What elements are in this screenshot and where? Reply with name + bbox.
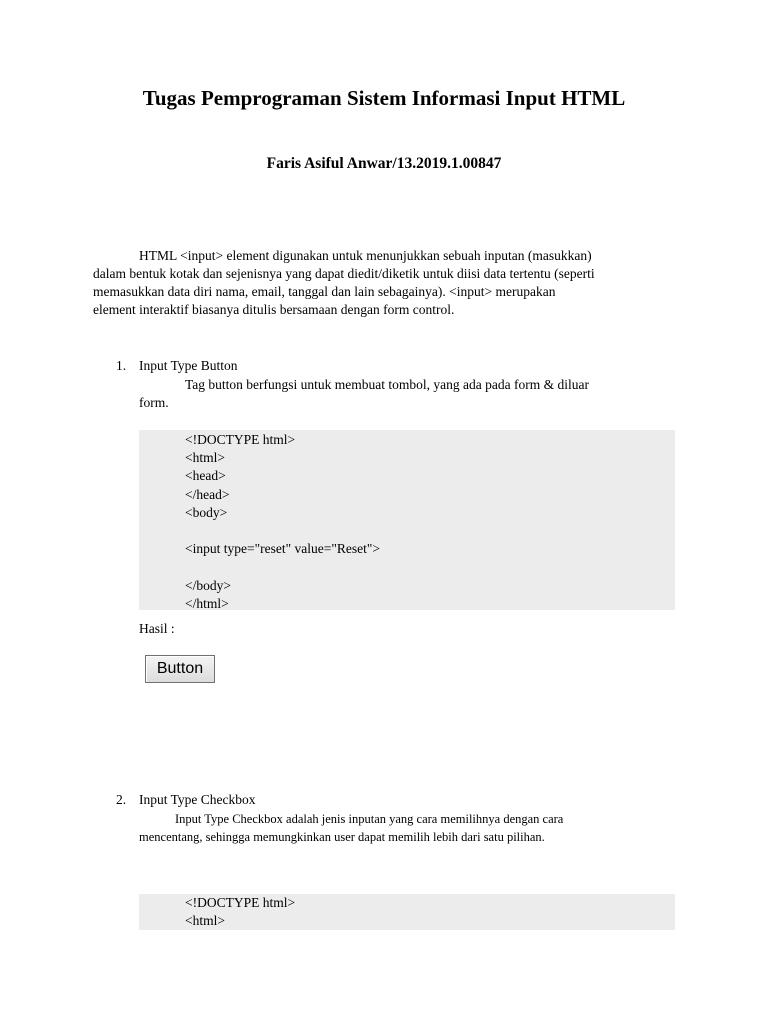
description-line: form.: [139, 395, 169, 410]
code-line: </body>: [185, 577, 231, 593]
result-demo-button[interactable]: Button: [145, 655, 215, 683]
code-line: <head>: [185, 468, 226, 484]
intro-line: dalam bentuk kotak dan sejenisnya yang dapat diedit/diketik untuk diisi data tertentu (seperti: [93, 266, 595, 281]
code-line: <input type="reset" value="Reset">: [185, 541, 380, 557]
document-author: Faris Asiful Anwar/13.2019.1.00847: [266, 155, 502, 172]
description-line: Input Type Checkbox adalah jenis inputan yang cara memilihnya dengan cara: [175, 812, 564, 826]
intro-line: element interaktif biasanya ditulis bersamaan dengan form control.: [93, 302, 455, 317]
section-number: 2.: [116, 792, 127, 807]
section-number: 1.: [116, 358, 127, 373]
code-line: </head>: [185, 486, 230, 502]
section-1-description: [139, 376, 589, 412]
code-line: [185, 558, 675, 576]
section-title: Input Type Checkbox: [139, 792, 256, 807]
code-line: [185, 522, 675, 540]
document-title: Tugas Pemprograman Sistem Informasi Input HTML: [142, 86, 626, 110]
code-line: <html>: [185, 913, 225, 929]
section-2-code-block: [139, 894, 675, 930]
code-line: <!DOCTYPE html>: [185, 895, 296, 910]
description-line: mencentang, sehingga memungkinkan user dapat memilih lebih dari satu pilihan.: [139, 830, 545, 844]
intro-line: HTML <input> element digunakan untuk menunjukkan sebuah inputan (masukkan): [139, 248, 592, 263]
code-line: <body>: [185, 504, 228, 520]
code-line: <!DOCTYPE html>: [185, 432, 296, 447]
intro-line: memasukkan data diri nama, email, tanggal dan lain sebagainya). <input> merupakan: [93, 284, 556, 299]
result-label: Hasil :: [139, 621, 175, 636]
section-title: Input Type Button: [139, 358, 238, 373]
code-line: </html>: [185, 595, 229, 611]
code-line: <html>: [185, 450, 225, 466]
section-2-description: [139, 810, 563, 846]
section-1-code-block: [139, 430, 675, 610]
intro-paragraph: [93, 247, 683, 319]
description-line: Tag button berfungsi untuk membuat tombol, yang ada pada form & diluar: [185, 377, 589, 392]
